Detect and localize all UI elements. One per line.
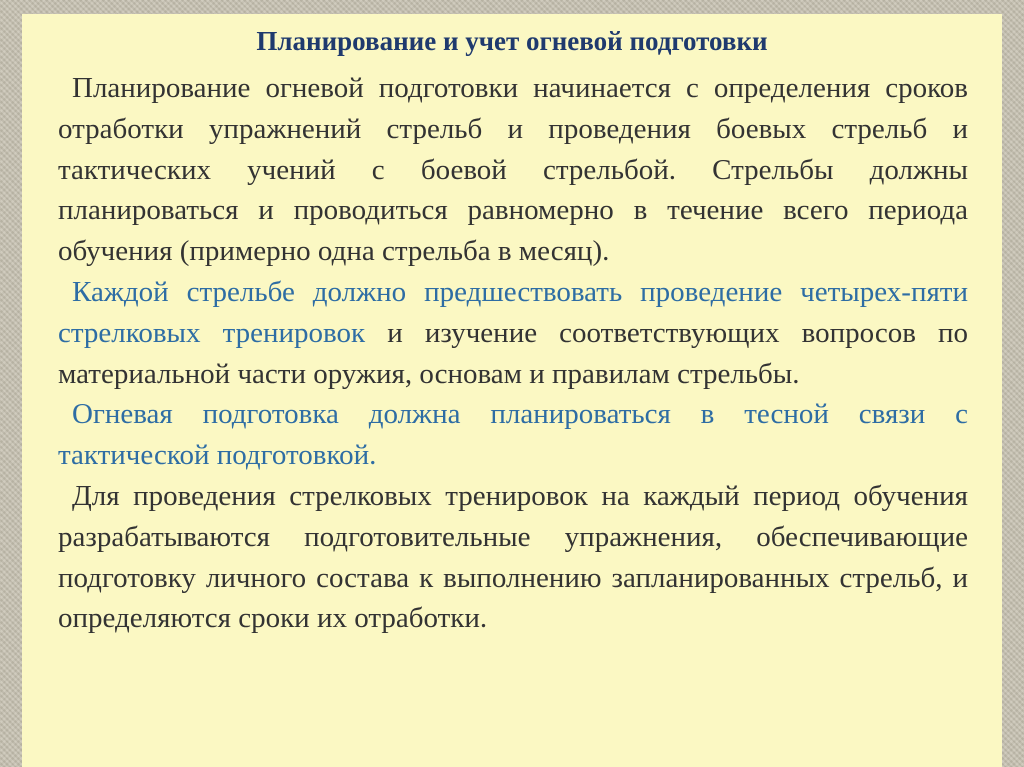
paragraph-training-rest: и изучение соответствующих вопросов по материальной части оружия, основам и правилам стрельбы. [58, 316, 969, 390]
paragraph-preparatory-exercises: Для проведения стрелковых тренировок на каждый период обучения разрабатываются подготовительные упражнения, обеспечивающие подготовку личного состава к выполнению запланированных стрельб, и определяются сроки их отработки. [58, 479, 968, 635]
paragraph-tactical-link: Огневая подготовка должна планироваться в тесной связи с тактической подготовкой. [58, 398, 968, 472]
slide-body [58, 68, 968, 639]
paragraph-training-before-firing [58, 272, 968, 394]
slide-title: Планирование и учет огневой подготовки [256, 26, 768, 56]
paragraph-training-lead: Каждой стрельбе должно предшествовать проведение четырех-пяти стрелковых тренировок [58, 275, 968, 349]
paragraph-planning-intro: Планирование огневой подготовки начинается с определения сроков отработки упражнений стрельб и проведения боевых стрельб и тактических учений с боевой стрельбой. Стрельбы должны планироваться и проводиться равномерно в течение всего периода обучения (примерно одна стрельба в месяц). [58, 72, 968, 268]
